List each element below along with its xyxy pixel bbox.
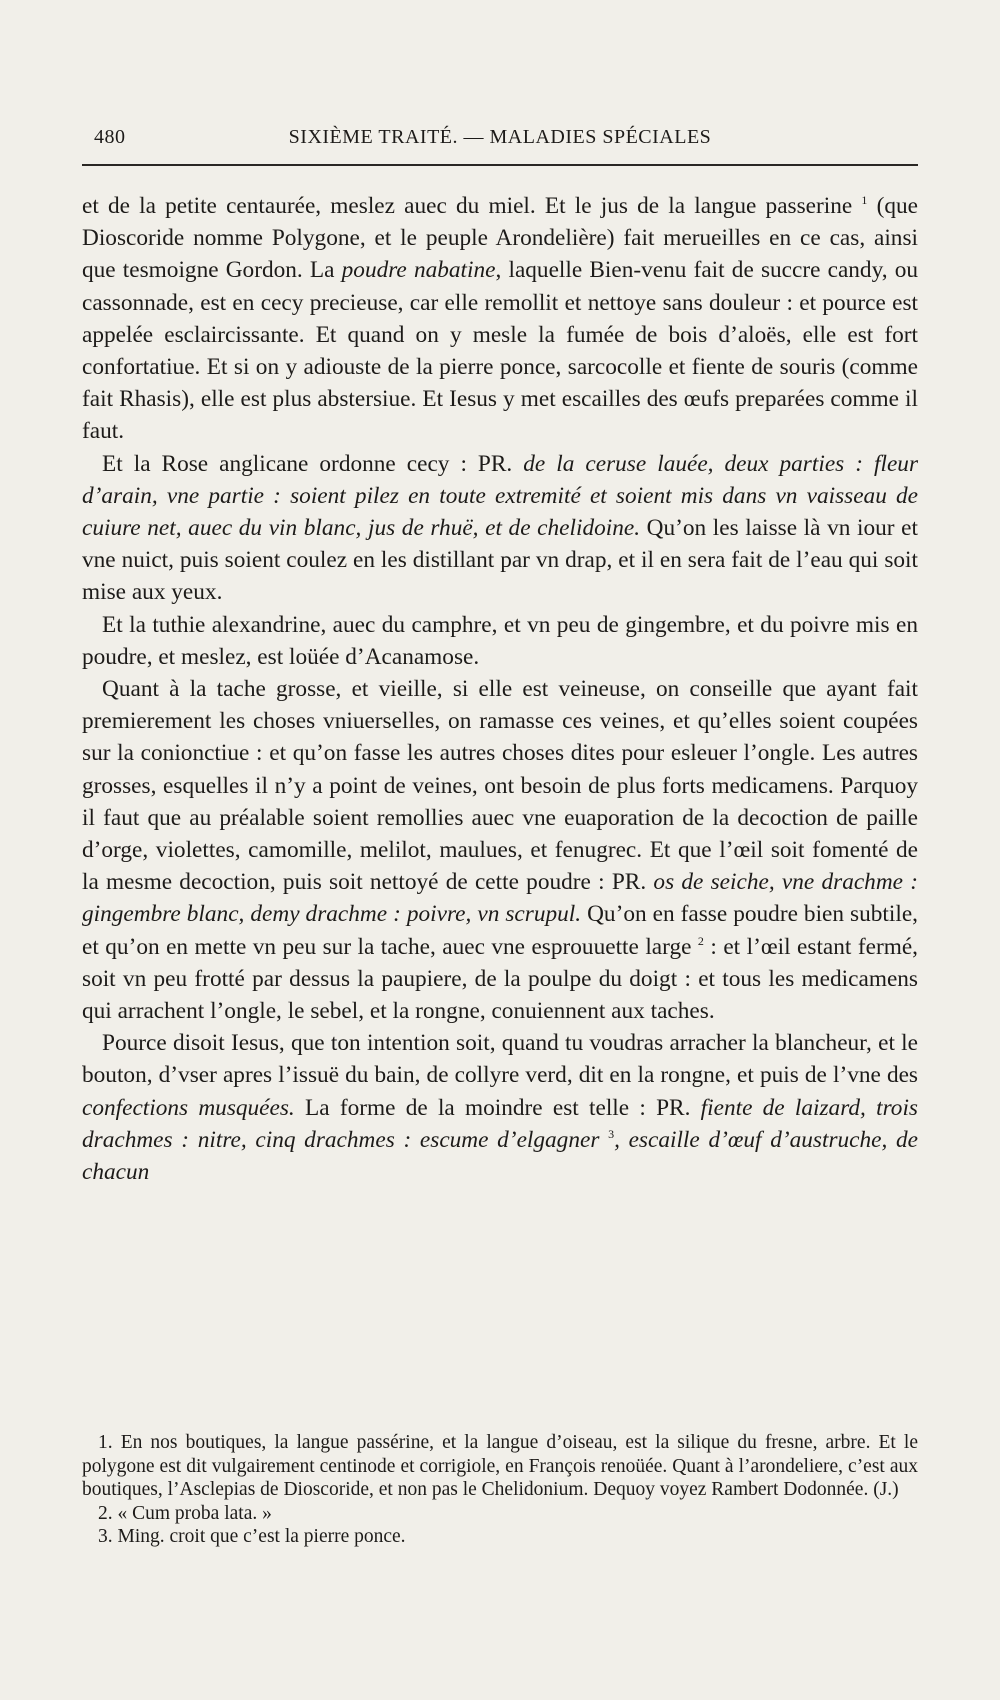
text-run: La forme de la moindre est telle : PR. [294, 1094, 701, 1121]
text-run: Qu’on en fasse poudre bien subtile, et qu’on en mette vn peu sur la tache, auec vne esprouuette large [82, 901, 919, 960]
page-header [82, 120, 918, 154]
footnote-ref: 3 [608, 1127, 615, 1142]
footnote: 1. En nos boutiques, la langue passérine, et la langue d’oiseau, est la silique du fresne, arbre. Et le polygone est dit vulgairement centinode et corrigiole, en François renoüée. Quant à l’arondeliere, c’est aux boutiques, l’Asclepias de Dioscoride, et non pas le Chelidonium. Dequoy voyez Rambert Dodonnée. (J.) [82, 1432, 918, 1500]
paragraph [82, 673, 918, 1027]
paragraph [82, 190, 918, 448]
text-run: et de la petite centaurée, meslez auec du miel. Et le jus de la langue passerine [82, 193, 862, 219]
text-run: (que Dioscoride nomme Polygone, et le peuple Arondelière) fait merueilles en ce cas, ainsi que tesmoigne Gordon. La [82, 193, 918, 284]
paragraph [82, 1027, 918, 1188]
text-run: , laquelle Bien-venu fait de succre candy, ou cassonnade, est en cecy precieuse, car elle remollit et nettoye sans douleur : et pource est appelée esclaircissante. Et quand on y mesle la fumée de bois d’aloës, elle est fort confortatiue. Et si on y adiouste de la pierre ponce, sarcocolle et fiente de souris (comme fait Rhasis), elle est plus abstersiue. Et Iesus y met escailles des œufs preparées comme il faut. [82, 257, 919, 445]
paragraph [82, 448, 918, 609]
italic-text: poudre nabatine [341, 257, 496, 284]
main-text [82, 190, 918, 1188]
footnotes [82, 1431, 918, 1549]
italic-text: de la ceruse lauée, deux parties : fleur d’arain, vne partie : soient pilez en toute extremité et soient mis dans vn vaisseau de cuiure net, auec du vin blanc, jus de rhuë, et de chelidoine. [82, 450, 919, 542]
footnote-ref: 1 [861, 193, 868, 208]
footnote: 2. « Cum proba lata. » [98, 1502, 272, 1524]
italic-text: , escaille d’œuf d’austruche, de chacun [82, 1126, 918, 1186]
paragraph [82, 609, 918, 673]
text-run: Et la tuthie alexandrine, auec du camphre, et vn peu de gingembre, et du poivre mis en poudre, et meslez, est loüée d’Acanamose. [82, 611, 918, 670]
text-run: Pource disoit Iesus, que ton intention soit, quand tu voudras arracher la blancheur, et le bouton, d’vser apres l’issuë du bain, de collyre verd, dit en la rongne, et puis de l’vne des [82, 1030, 918, 1089]
italic-text: confections musquées. [82, 1094, 295, 1121]
text-run: Qu’on les laisse là vn iour et vne nuict, puis soient coulez en les distillant par vn drap, et il en sera fait de l’eau qui soit mise aux yeux. [82, 515, 918, 606]
footnote-ref: 2 [697, 933, 704, 948]
text-run: : et l’œil estant fermé, soit vn peu frotté par dessus la paupiere, de la poulpe du doigt : et tous les medicamens qui arrachent l’ongle, le sebel, et la rongne, conuiennent aux taches. [82, 933, 918, 1025]
page-number: 480 [94, 126, 126, 148]
footnote: 3. Ming. croit que c’est la pierre ponce. [98, 1526, 406, 1547]
italic-text: fiente de laizard, trois drachmes : nitre, cinq drachmes : escume d’elgagner [82, 1094, 918, 1153]
text-run: Et la Rose anglicane ordonne cecy : PR. [102, 450, 524, 477]
running-title: SIXIÈME TRAITÉ. — MALADIES SPÉCIALES [288, 126, 712, 148]
italic-text: os de seiche, vne drachme : gingembre blanc, demy drachme : poivre, vn scrupul. [82, 869, 918, 928]
header-rule [82, 164, 918, 166]
text-run: Quant à la tache grosse, et vieille, si elle est veineuse, on conseille que ayant fait premierement les choses vniuerselles, on ramasse ces veines, et qu’elles soient coupées sur la conionctiue : et qu’on fasse les autres choses dites pour esleuer l’ongle. Les autres grosses, esquelles il n’y a point de veines, ont besoin de plus forts medicamens. Parquoy il faut que au préalable soient remollies auec vne euaporation de la decoction de paille d’orge, violettes, camomille, melilot, maulues, et fenugrec. Et que l’œil soit fomenté de la mesme decoction, puis soit nettoyé de cette poudre : PR. [82, 676, 918, 896]
